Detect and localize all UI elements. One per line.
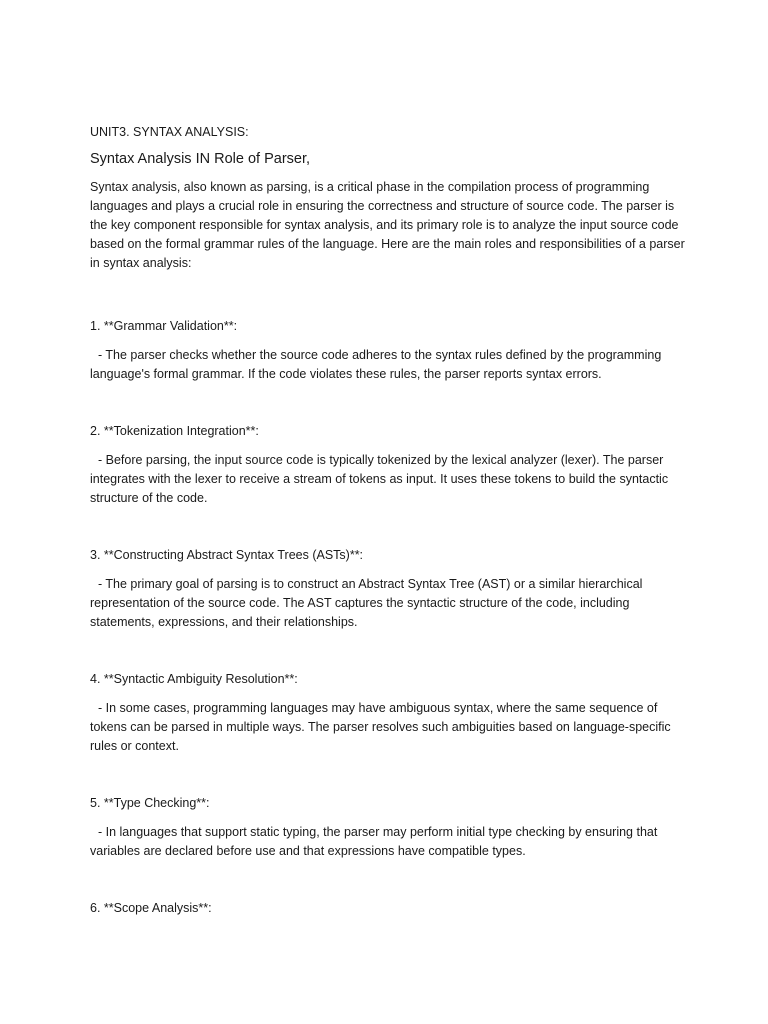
document-subtitle: Syntax Analysis IN Role of Parser, bbox=[90, 151, 311, 167]
section-heading: 6. **Scope Analysis**: bbox=[90, 901, 212, 915]
section-heading: 2. **Tokenization Integration**: bbox=[90, 424, 259, 438]
section-heading: 1. **Grammar Validation**: bbox=[90, 319, 238, 333]
section-constructing-asts bbox=[90, 546, 688, 632]
section-tokenization-integration bbox=[90, 422, 688, 508]
section-heading: 3. **Constructing Abstract Syntax Trees (ASTs)**: bbox=[90, 548, 364, 562]
unit-title: UNIT3. SYNTAX ANALYSIS: bbox=[90, 125, 249, 139]
section-body: - The parser checks whether the source code adheres to the syntax rules defined by the programming language's formal grammar. If the code violates these rules, the parser reports syntax errors. bbox=[90, 348, 662, 381]
intro-paragraph: Syntax analysis, also known as parsing, is a critical phase in the compilation process of programming languages and plays a crucial role in ensuring the correctness and structure of source code. The parser is the key component responsible for syntax analysis, and its primary role is to analyze the input source code based on the formal grammar rules of the language. Here are the main roles and responsibilities of a parser in syntax analysis: bbox=[90, 180, 685, 270]
section-body: - In some cases, programming languages may have ambiguous syntax, where the same sequence of tokens can be parsed in multiple ways. The parser resolves such ambiguities based on language-specific rules or context. bbox=[90, 701, 671, 753]
section-body: - Before parsing, the input source code is typically tokenized by the lexical analyzer (lexer). The parser integrates with the lexer to receive a stream of tokens as input. It uses these tokens to build the syntactic structure of the code. bbox=[90, 453, 669, 505]
section-heading: 4. **Syntactic Ambiguity Resolution**: bbox=[90, 672, 298, 686]
section-grammar-validation bbox=[90, 317, 688, 384]
section-type-checking bbox=[90, 794, 688, 861]
section-body: - In languages that support static typing, the parser may perform initial type checking by ensuring that variables are declared before use and that expressions have compatible types. bbox=[90, 825, 658, 858]
section-body: - The primary goal of parsing is to construct an Abstract Syntax Tree (AST) or a similar hierarchical representation of the source code. The AST captures the syntactic structure of the code, including statements, expressions, and their relationships. bbox=[90, 577, 643, 629]
section-heading: 5. **Type Checking**: bbox=[90, 796, 210, 810]
section-scope-analysis bbox=[90, 899, 688, 918]
section-ambiguity-resolution bbox=[90, 670, 688, 756]
